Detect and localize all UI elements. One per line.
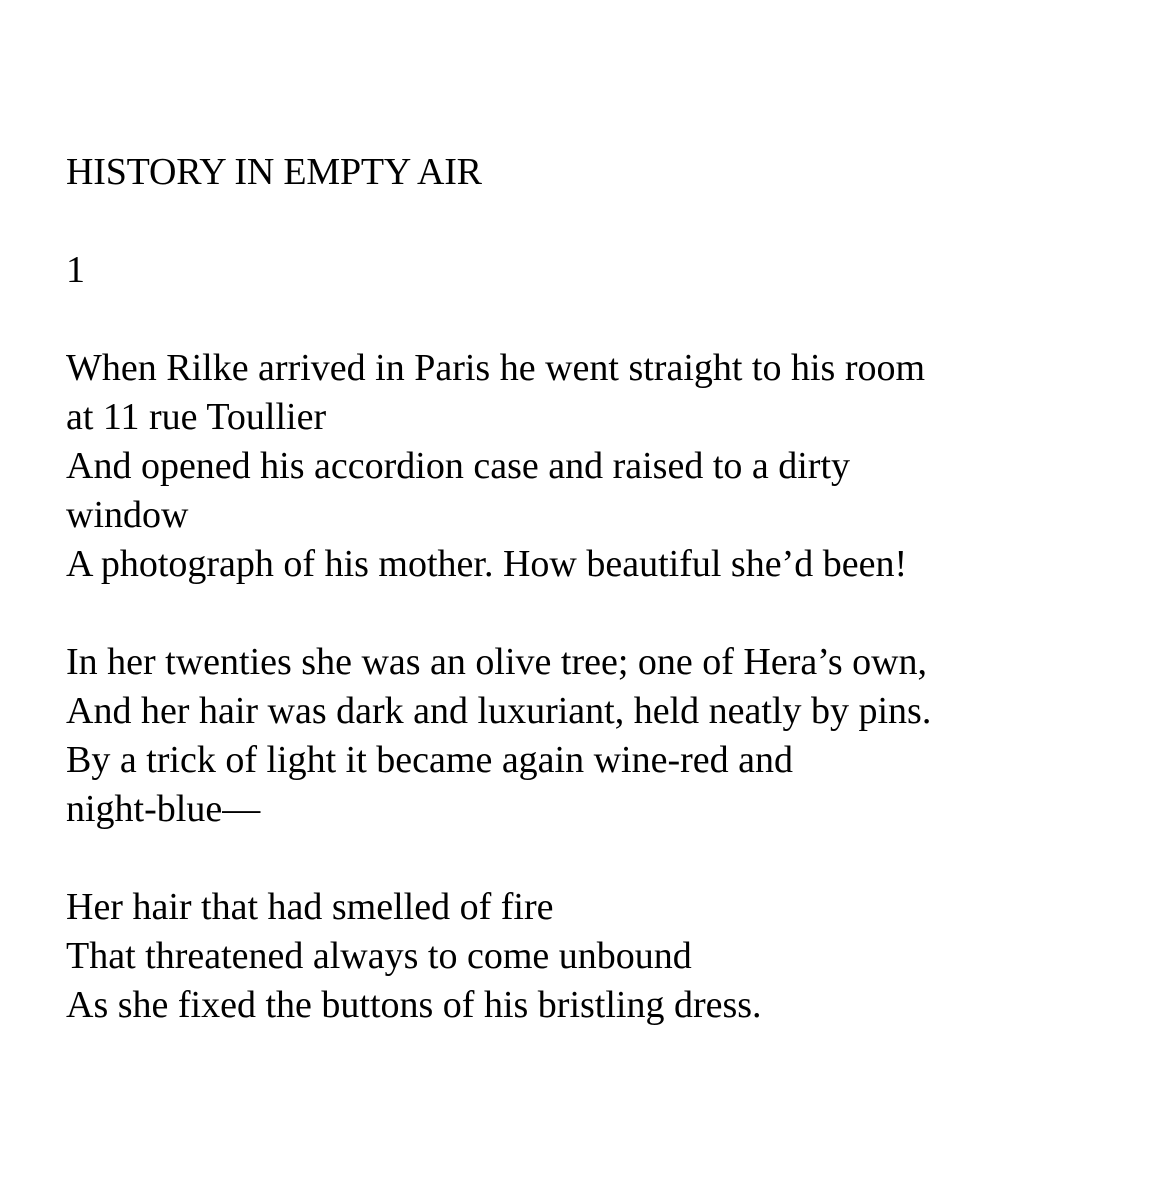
poem-line: That threatened always to come unbound (66, 935, 692, 977)
poem-line: And her hair was dark and luxuriant, held neatly by pins. (66, 690, 932, 732)
poem-line: And opened his accordion case and raised to a dirty (66, 445, 851, 487)
poem-line: In her twenties she was an olive tree; one of Hera’s own, (66, 641, 928, 683)
poem-line: A photograph of his mother. How beautiful she’d been! (66, 543, 908, 585)
stanza-2 (66, 638, 1126, 834)
stanza-3 (66, 883, 1126, 1030)
poem-line: at 11 rue Toullier (66, 396, 327, 438)
poem-line: As she fixed the buttons of his bristling dress. (66, 984, 762, 1026)
poem-title: HISTORY IN EMPTY AIR (66, 151, 482, 193)
poem-line: When Rilke arrived in Paris he went straight to his room (66, 347, 926, 389)
poem-line: night-blue— (66, 788, 261, 830)
poem-line: Her hair that had smelled of fire (66, 886, 554, 928)
poem (66, 148, 1126, 1030)
stanza-1 (66, 344, 1126, 589)
poem-line: window (66, 494, 189, 536)
section-number: 1 (66, 249, 85, 291)
poem-line: By a trick of light it became again wine-red and (66, 739, 794, 781)
